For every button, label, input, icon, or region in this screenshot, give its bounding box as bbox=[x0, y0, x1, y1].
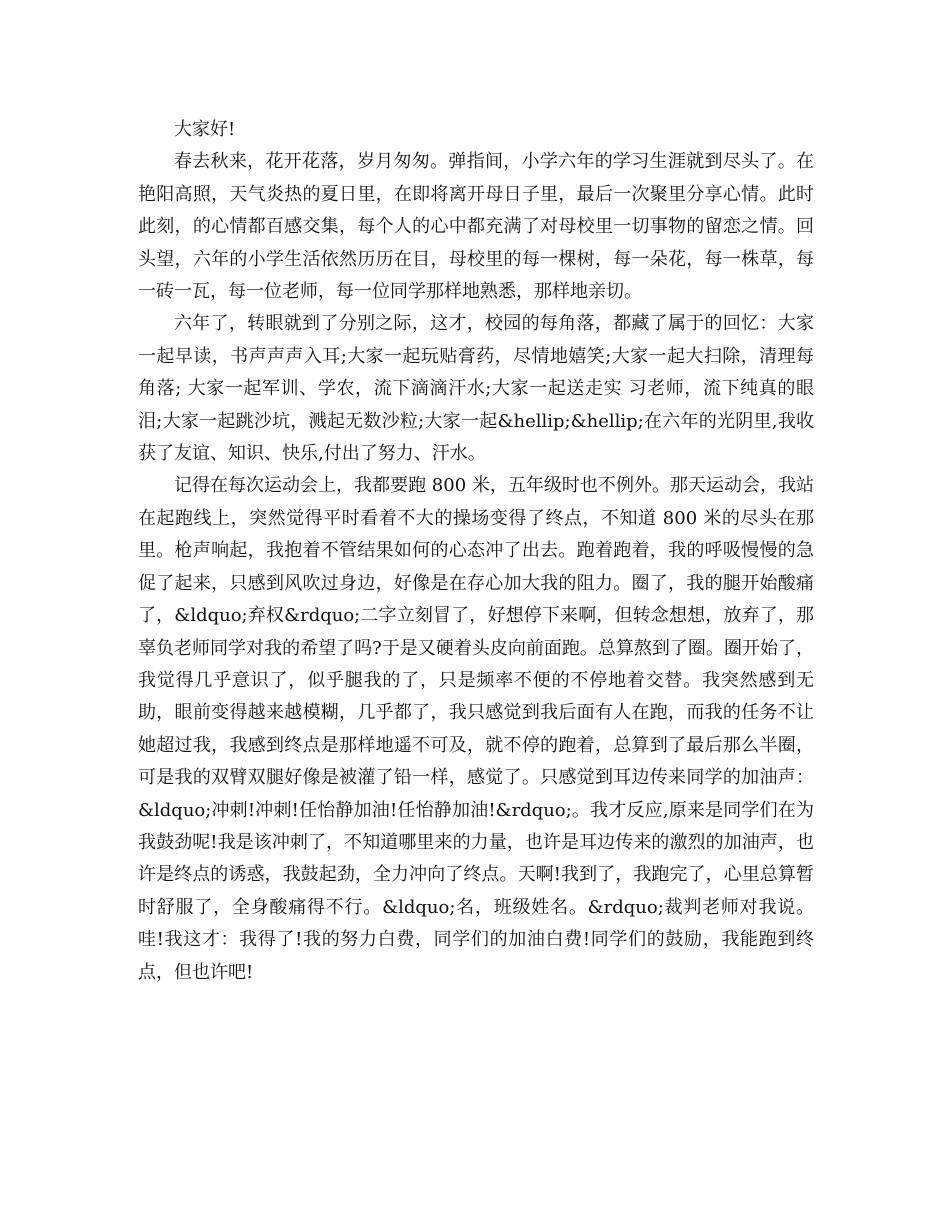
document-page bbox=[138, 114, 814, 989]
paragraph-sports-meet: 记得在每次运动会上，我都要跑 800 米，五年级时也不例外。那天运动会，我站在起跑线上，突然觉得平时看着不大的操场变得了终点，不知道 800 米的尽头在那里。枪声响起，我抱着不管结果如何的心态冲了出去。跑着跑着，我的呼吸慢慢的急促了起来，只感到风吹过身边，好像是在存心加大我的阻力。圈了，我的腿开始酸痛了，&ldquo;弃权&rdquo;二字立刻冒了，好想停下来啊，但转念想想，放弃了，那辜负老师同学对我的希望了吗?于是又硬着头皮向前面跑。总算熬到了圈。圈开始了，我觉得几乎意识了，似乎腿我的了，只是频率不便的不停地着交替。我突然感到无助，眼前变得越来越模糊，几乎都了，我只感觉到我后面有人在跑，而我的任务不让她超过我，我感到终点是那样地遥不可及，就不停的跑着，总算到了最后那么半圈，可是我的双臂双腿好像是被灌了铅一样，感觉了。只感觉到耳边传来同学的加油声：&ldquo;冲刺!冲刺!任怡静加油!任怡静加油!&rdquo;。我才反应,原来是同学们在为我鼓劲呢!我是该冲刺了，不知道哪里来的力量，也许是耳边传来的激烈的加油声，也许是终点的诱惑，我鼓起劲，全力冲向了终点。天啊!我到了，我跑完了，心里总算暂时舒服了，全身酸痛得不行。&ldquo;名，班级姓名。&rdquo;裁判老师对我说。哇!我这才：我得了!我的努力白费，同学们的加油白费!同学们的鼓励，我能跑到终点，但也许吧! bbox=[138, 475, 814, 983]
greeting: 大家好! bbox=[174, 119, 236, 140]
paragraph-six-years: 六年了，转眼就到了分别之际，这才，校园的每角落，都藏了属于的回忆：大家一起早读，书声声声入耳;大家一起玩贴膏药，尽情地嬉笑;大家一起大扫除，清理每角落; 大家一起军训、学农，流下滴滴汗水;大家一起送走实 习老师，流下纯真的眼泪;大家一起跳沙坑，溅起无数沙粒;大家一起&hellip;&hellip;在六年的光阴里,我收获了友谊、知识、快乐,付出了努力、汗水。 bbox=[138, 313, 814, 465]
paragraph-spring-autumn: 春去秋来，花开花落，岁月匆匆。弹指间，小学六年的学习生涯就到尽头了。在艳阳高照，天气炎热的夏日里，在即将离开母日子里，最后一次聚里分享心情。此时此刻，的心情都百感交集，每个人的心中都充满了对母校里一切事物的留恋之情。回头望，六年的小学生活依然历历在目，母校里的每一棵树，每一朵花，每一株草，每一砖一瓦，每一位老师，每一位同学那样地熟悉，那样地亲切。 bbox=[138, 151, 814, 303]
